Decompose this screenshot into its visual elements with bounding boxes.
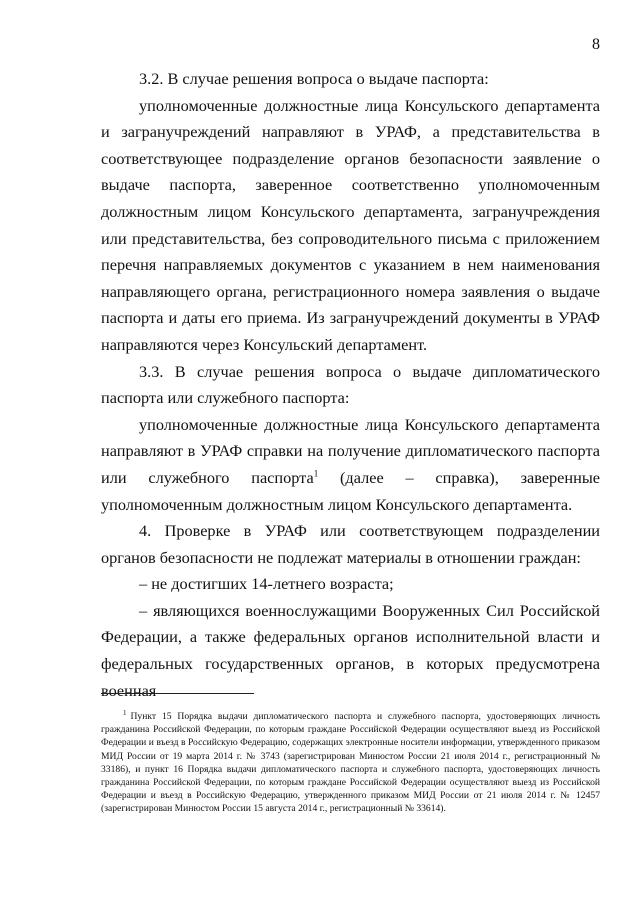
paragraph-3-3-body (101, 412, 600, 518)
page-number: 8 (592, 36, 600, 53)
paragraph-3-2-body: уполномоченные должностные лица Консульского департамента и загранучреждений направляют в УРАФ, а представительства в соответствующее подразделение органов безопасности заявление о выдаче паспорта, заверенное соответственно уполномоченным должностным лицом Консульского департамента, загранучреждения или представительства, без сопроводительного письма с приложением перечня направляемых документов с указанием в нем наименования направляющего органа, регистрационного номера заявления о выдаче паспорта и даты его приема. Из загранучреждений документы в УРАФ направляются через Консульский департамент. (101, 95, 600, 354)
paragraph-3-2-heading: 3.2. В случае решения вопроса о выдаче паспорта: (139, 69, 489, 88)
document-body (101, 66, 600, 704)
list-item-under-14: – не достигших 14-летнего возраста; (139, 574, 394, 594)
footnote-reference[interactable]: 1 (313, 468, 319, 479)
paragraph-3-3-body-text: уполномоченные должностные лица Консульского департамента направляют в УРАФ справки на получение дипломатического паспорта или служебного паспорта (101, 414, 600, 487)
footnote (101, 710, 600, 816)
footnote-mark: 1 (123, 708, 127, 717)
paragraph-3-3-body-text-end: (далее – справка), заверенные уполномоченным должностным лицом Консульского департамента. (101, 467, 600, 514)
list-item-military: – являющихся военнослужащими Вооруженных Сил Российской Федерации, а также федеральных органов исполнительной власти и федеральных государственных органов, в которых предусмотрена военная (101, 600, 600, 700)
footnote-text: Пункт 15 Порядка выдачи дипломатического паспорта и служебного паспорта, удостоверяющих личность гражданина Российской Федерации, по которым граждане Российской Федерации осуществляют выезд из Российской Федерации и въезд в Российскую Федерацию, содержащих электронные носители информации, утвержденного приказом МИД России от 19 марта 2014 г. № 3743 (зарегистрирован Минюстом России 21 июля 2014 г., регистрационный № 33186), и пункт 16 Порядка выдачи дипломатического паспорта и служебного паспорта, удостоверяющих личность гражданина Российской Федерации, по которым граждане Российской Федерации осуществляют выезд из Российской Федерации и въезд в Российскую Федерацию, утвержденного приказом МИД России от 21 июля 2014 г. № 12457 (зарегистрирован Минюстом России 15 августа 2014 г., регистрационный № 33614). (101, 711, 600, 815)
paragraph-4-heading: 4. Проверке в УРАФ или соответствующем подразделении органов безопасности не подлежат материалы в отношении граждан: (101, 521, 600, 567)
footnote-separator (101, 693, 254, 694)
paragraph-3-3-heading: 3.3. В случае решения вопроса о выдаче дипломатического паспорта или служебного паспорта: (101, 361, 600, 408)
